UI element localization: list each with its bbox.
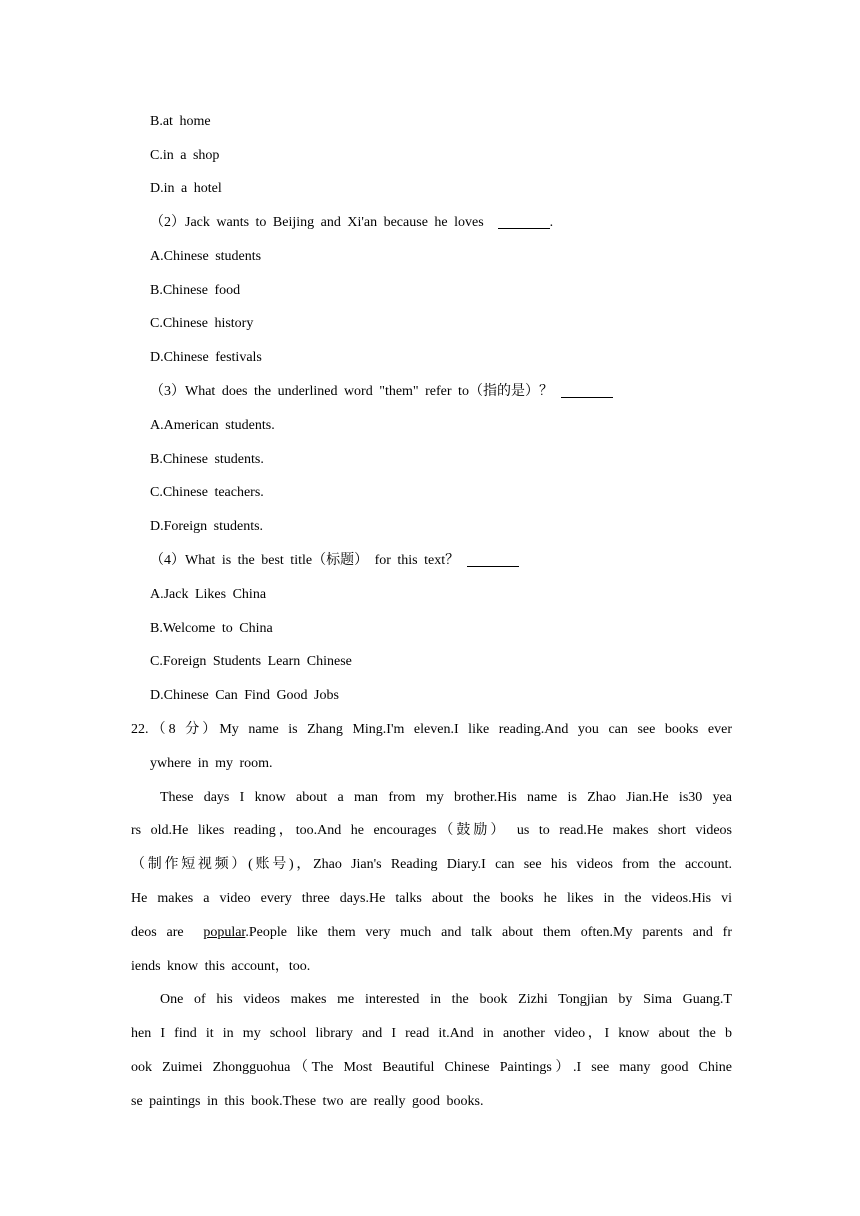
- q22-header: 22.（8 分）My name is Zhang Ming.I'm eleven.I like reading.And you can see books ever: [131, 722, 732, 737]
- q4-option-a: A.Jack Likes China: [150, 587, 267, 602]
- passage-para2-line4: se paintings in this book.These two are really good books.: [131, 1094, 484, 1109]
- answer-blank: [498, 214, 550, 229]
- q22-header-cont: ywhere in my room.: [150, 756, 273, 771]
- answer-blank: [561, 383, 613, 398]
- passage-para1-line4: He makes a video every three days.He talks about the books he likes in the videos.His vi: [131, 891, 732, 906]
- q2-option-b: B.Chinese food: [150, 283, 241, 298]
- q2-stem-text: （2）Jack wants to Beijing and Xi'an because he loves: [150, 215, 484, 230]
- q3-option-a: A.American students.: [150, 418, 275, 433]
- q2-stem: [150, 213, 553, 233]
- para1-line5-pre: deos are: [131, 925, 184, 940]
- q2-stem-end: .: [549, 215, 554, 230]
- q2-option-d: D.Chinese festivals: [150, 350, 262, 365]
- passage-para1-line6: iends know this account，too.: [131, 959, 311, 974]
- q4-option-c: C.Foreign Students Learn Chinese: [150, 654, 352, 669]
- para1-line5-post: .People like them very much and talk about them often.My parents and fr: [245, 925, 733, 940]
- q4-stem-text: （4）What is the best title（标题） for this text？: [150, 553, 460, 568]
- q1-option-c: C.in a shop: [150, 148, 220, 163]
- q1-option-b: B.at home: [150, 114, 211, 129]
- passage-para2-line3: ook Zuimei Zhongguohua（The Most Beautiful Chinese Paintings）.I see many good Chine: [131, 1060, 732, 1075]
- passage-para1-line1: These days I know about a man from my brother.His name is Zhao Jian.He is30 yea: [160, 790, 732, 805]
- passage-para1-line3: （制作短视频）(账号)，Zhao Jian's Reading Diary.I can see his videos from the account.: [131, 857, 732, 872]
- q2-option-c: C.Chinese history: [150, 316, 254, 331]
- passage-para2-line1: One of his videos makes me interested in the book Zizhi Tongjian by Sima Guang.T: [160, 992, 732, 1007]
- q3-option-b: B.Chinese students.: [150, 452, 264, 467]
- q4-stem: [150, 551, 519, 571]
- q3-option-d: D.Foreign students.: [150, 519, 264, 534]
- q3-stem: [150, 382, 613, 402]
- q4-option-b: B.Welcome to China: [150, 621, 273, 636]
- q3-stem-text: （3）What does the underlined word "them" refer to（指的是）？: [150, 384, 553, 399]
- passage-para1-line2: rs old.He likes reading，too.And he encourages（鼓励） us to read.He makes short videos: [131, 823, 732, 838]
- underlined-word: popular: [203, 925, 246, 940]
- q4-option-d: D.Chinese Can Find Good Jobs: [150, 688, 339, 703]
- q2-option-a: A.Chinese students: [150, 249, 262, 264]
- q3-option-c: C.Chinese teachers.: [150, 485, 264, 500]
- passage-para2-line2: hen I find it in my school library and I read it.And in another video，I know about the b: [131, 1026, 732, 1041]
- answer-blank: [467, 552, 519, 567]
- q1-option-d: D.in a hotel: [150, 181, 222, 196]
- passage-para1-line5: [131, 923, 732, 943]
